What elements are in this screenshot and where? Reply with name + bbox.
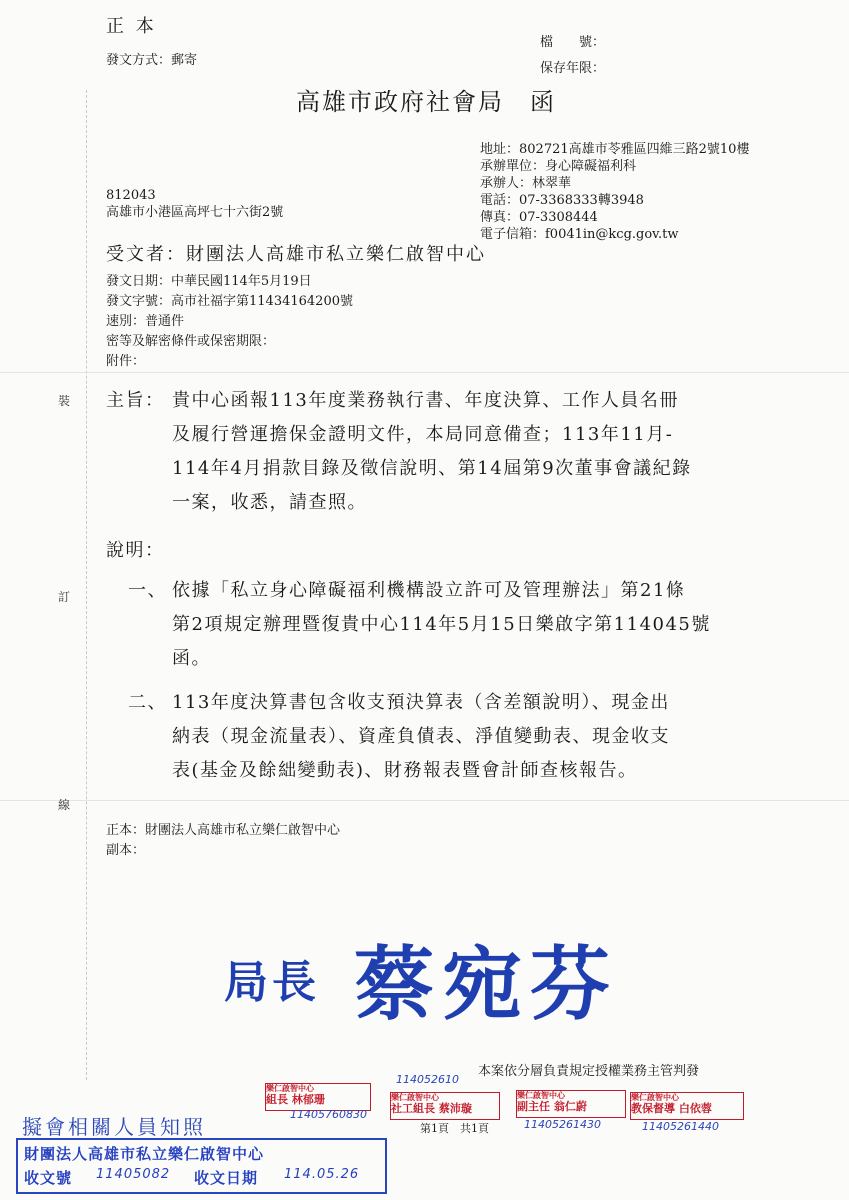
explanation-line: 113年度決算書包含收支預決算表（含差額說明）、現金出 bbox=[172, 692, 670, 713]
stamp-tsai: 樂仁啟智中心 社工組長 蔡沛璇 bbox=[390, 1092, 500, 1120]
binding-mark-zhuang: 裝 bbox=[58, 394, 71, 408]
sender-info bbox=[480, 141, 749, 243]
sender-phone: 電話：07-3368333轉3948 bbox=[480, 193, 644, 208]
receipt-date: 114.05.26 bbox=[284, 1167, 360, 1182]
subject-line: 貴中心函報113年度業務執行書、年度決算、工作人員名冊 bbox=[172, 390, 679, 411]
stamp-lin-note: 11405760830 bbox=[290, 1108, 367, 1121]
subject-body bbox=[172, 384, 692, 520]
signature-name: 蔡宛芬 bbox=[354, 937, 618, 1031]
explanation-line: 依據「私立身心障礙福利機構設立許可及管理辦法」第21條 bbox=[172, 580, 686, 601]
explanation-item-1-number: 一、 bbox=[128, 580, 167, 601]
document-number: 發文字號：高市社福字第11434164200號 bbox=[106, 294, 353, 309]
explanation-label: 說明： bbox=[106, 540, 165, 561]
distribution-copy: 副本： bbox=[106, 843, 146, 858]
subject-label: 主旨： bbox=[106, 390, 165, 411]
recipient-zip: 812043 bbox=[106, 188, 156, 203]
sender-unit: 承辦單位：身心障礙福利科 bbox=[480, 159, 637, 174]
file-number: 檔 號： bbox=[540, 35, 606, 50]
receipt-org: 財團法人高雄市私立樂仁啟智中心 bbox=[24, 1145, 265, 1163]
receipt-date-label: 收文日期 bbox=[194, 1169, 259, 1187]
explanation-item-2 bbox=[172, 686, 670, 788]
signature-title: 局長 bbox=[224, 957, 320, 1008]
stamp-weng-note: 11405261430 bbox=[524, 1118, 601, 1131]
explanation-line: 函。 bbox=[172, 648, 211, 669]
copy-label: 正 本 bbox=[106, 16, 157, 37]
fold-line-bottom bbox=[0, 800, 849, 801]
document-title: 高雄市政府社會局 函 bbox=[296, 88, 556, 116]
recipient-street: 高雄市小港區高坪七十六街2號 bbox=[106, 205, 284, 220]
explanation-line: 表(基金及餘絀變動表)、財務報表暨會計師查核報告。 bbox=[172, 760, 638, 781]
sender-address: 地址：802721高雄市苓雅區四維三路2號10樓 bbox=[480, 142, 750, 157]
delegation-note: 本案依分層負責規定授權業務主管判發 bbox=[478, 1064, 700, 1079]
issue-date: 發文日期：中華民國114年5月19日 bbox=[106, 274, 312, 289]
receipt-no: 11405082 bbox=[96, 1167, 171, 1182]
retention-period: 保存年限： bbox=[540, 61, 606, 76]
sender-fax: 傳真：07-3308444 bbox=[480, 210, 598, 225]
stamp-pai: 樂仁啟智中心 教保督導 白依蓉 bbox=[630, 1092, 744, 1120]
binding-dashed-line bbox=[86, 90, 87, 1080]
secrecy-level: 密等及解密條件或保密期限： bbox=[106, 334, 276, 349]
subject-line: 114年4月捐款目錄及徵信說明、第14屆第9次董事會議紀錄 bbox=[172, 458, 692, 479]
page-number: 第1頁 共1頁 bbox=[420, 1122, 489, 1135]
explanation-line: 納表（現金流量表）、資產負債表、淨值變動表、現金收支 bbox=[172, 726, 670, 747]
handwritten-instruction: 擬會相關人員知照 bbox=[22, 1115, 206, 1139]
send-method: 發文方式：郵寄 bbox=[106, 53, 198, 68]
distribution-original: 正本：財團法人高雄市私立樂仁啟智中心 bbox=[106, 823, 341, 838]
binding-mark-xian: 線 bbox=[58, 798, 71, 812]
stamp-weng: 樂仁啟智中心 副主任 翁仁蔚 bbox=[516, 1090, 626, 1118]
receipt-stamp bbox=[16, 1138, 387, 1194]
explanation-item-1 bbox=[172, 574, 711, 676]
fold-line-top bbox=[0, 372, 849, 373]
stamp-tsai-note: 114052610 bbox=[396, 1073, 459, 1086]
subject-line: 一案，收悉，請查照。 bbox=[172, 492, 367, 513]
subject-line: 及履行營運擔保金證明文件，本局同意備查；113年11月- bbox=[172, 424, 674, 445]
delivery-speed: 速別：普通件 bbox=[106, 314, 185, 329]
attachment: 附件： bbox=[106, 354, 146, 369]
binding-mark-ding: 訂 bbox=[58, 590, 71, 604]
explanation-item-2-number: 二、 bbox=[128, 692, 167, 713]
stamp-pai-note: 11405261440 bbox=[642, 1120, 719, 1133]
recipient-line: 受文者：財團法人高雄市私立樂仁啟智中心 bbox=[106, 244, 486, 265]
sender-email: 電子信箱：f0041in@kcg.gov.tw bbox=[480, 227, 679, 242]
sender-officer: 承辦人：林翠華 bbox=[480, 176, 572, 191]
stamp-lin: 樂仁啟智中心 組長 林郁珊 bbox=[265, 1083, 371, 1111]
receipt-no-label: 收文號 bbox=[24, 1169, 73, 1187]
explanation-line: 第2項規定辦理暨復貴中心114年5月15日樂啟字第114045號 bbox=[172, 614, 711, 635]
